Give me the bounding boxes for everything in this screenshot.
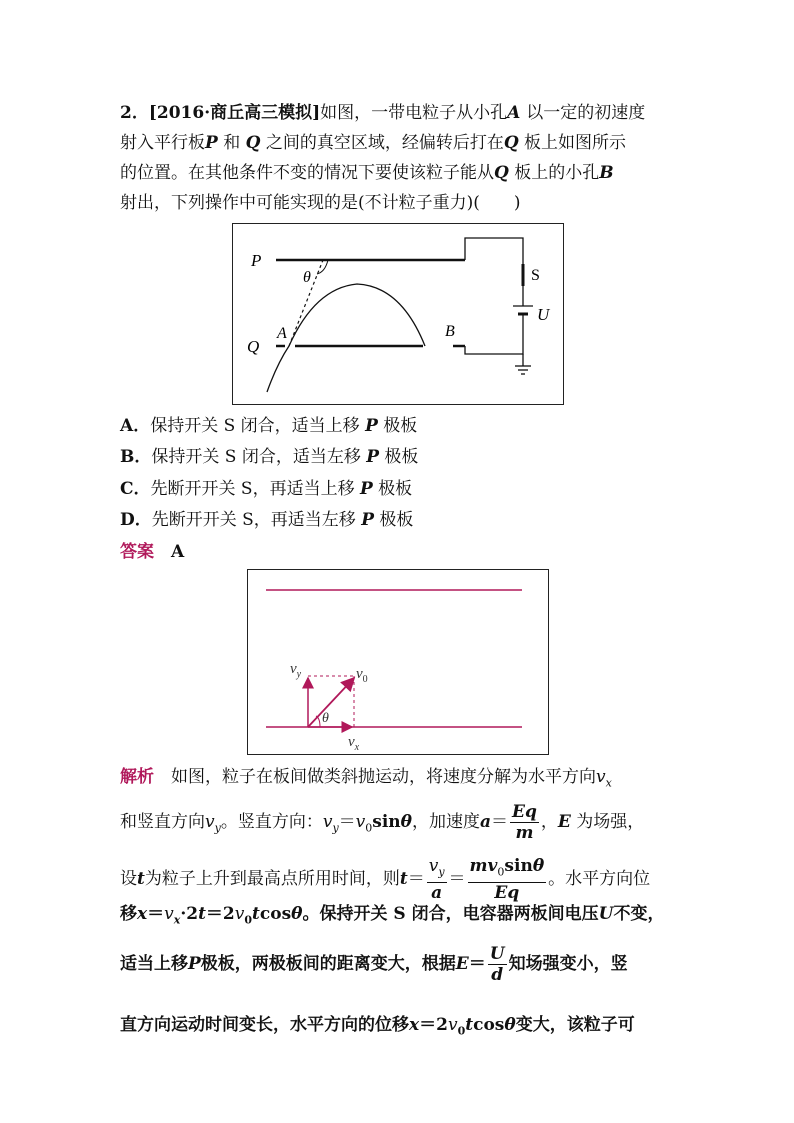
label-vy: v (290, 661, 297, 677)
analysis-line-5: 适当上移P极板，两极板间的距离变大，根据E＝ $\frac{U}{d}$ 知场强变小，竖 (120, 944, 628, 985)
option-b: B．保持开关 S 闭合，适当左移 P 极板 (120, 447, 419, 467)
question-line-2: 射入平行板P 和 Q 之间的真空区域，经偏转后打在Q 板上如图所示 (120, 133, 627, 153)
answer-value: A (171, 542, 185, 562)
label-vx: v (348, 734, 355, 750)
particle-trajectory (267, 284, 425, 392)
velocity-diagram (248, 570, 548, 754)
analysis-line-2: 和竖直方向$v_y$。竖直方向：$v_y=v_0\sin\theta$，加速度a＝ $\frac{Eq}{m}$ ，E 为场强， (120, 802, 645, 843)
svg-text:vx: $v_x$ (348, 734, 360, 753)
fraction-eq-m: $\frac{Eq}{m}$ (512, 802, 537, 843)
wire-top (465, 238, 523, 264)
v0-arrow (308, 678, 354, 727)
answer-label: 答案 (120, 542, 154, 562)
label-a: A (277, 325, 287, 342)
label-v0: v (356, 666, 363, 682)
question-line-4: 射出，下列操作中可能实现的是(不计粒子重力)( ) (120, 193, 521, 213)
fraction-u-d: $\frac{U}{d}$ (489, 944, 505, 985)
option-c: C．先断开开关 S，再适当上移 P 极板 (120, 479, 413, 499)
svg-text:v0: $v_0$ (356, 666, 368, 685)
label-theta-2: θ (322, 711, 329, 726)
analysis-label: 解析 (120, 767, 154, 787)
wire-bottom (465, 314, 523, 354)
analysis-line-3: 设t为粒子上升到最高点所用时间，则t＝ $\frac{v_y}{a}$ ＝ $\frac{mv_0\sin\theta}{Eq}$ 。水平方向位 (120, 856, 651, 904)
analysis-line-6: 直方向运动时间变长，水平方向的位移$x=2v_0tcos\theta$变大，该粒子可 (120, 1015, 635, 1038)
label-p: P (251, 251, 262, 270)
circuit-diagram (233, 224, 563, 404)
answer-line (120, 539, 184, 565)
label-u: U (537, 305, 550, 324)
label-b: B (445, 323, 455, 340)
analysis-line-1: 解析 如图，粒子在板间做类斜抛运动，将速度分解为水平方向$v_x$ (120, 767, 612, 790)
fraction-mv0-eq: $\frac{mv_0\sin\theta}{Eq}$ (469, 856, 545, 904)
fraction-vy-a: $\frac{v_y}{a}$ (428, 856, 445, 904)
question-number: 2． (120, 103, 149, 123)
label-s: S (531, 267, 540, 284)
label-theta: θ (303, 269, 311, 286)
svg-text:vy: $v_y$ (290, 661, 302, 680)
circuit-figure (232, 223, 564, 405)
analysis-line-4: 移$x=v_x\cdot 2t=2v_0tcos\theta$。保持开关 S 闭合，电容器两板间电压U不变， (120, 904, 665, 927)
question-line-1: 2．[2016·商丘高三模拟]如图，一带电粒子从小孔A 以一定的初速度 (120, 103, 646, 123)
velocity-figure (247, 569, 549, 755)
option-a: A．保持开关 S 闭合，适当上移 P 极板 (120, 416, 418, 436)
label-q: Q (247, 337, 260, 356)
question-source: [2016·商丘高三模拟] (148, 103, 321, 123)
question-line-3: 的位置。在其他条件不变的情况下要使该粒子能从Q 板上的小孔B (120, 163, 614, 183)
option-d: D．先断开开关 S，再适当左移 P 极板 (120, 510, 414, 530)
